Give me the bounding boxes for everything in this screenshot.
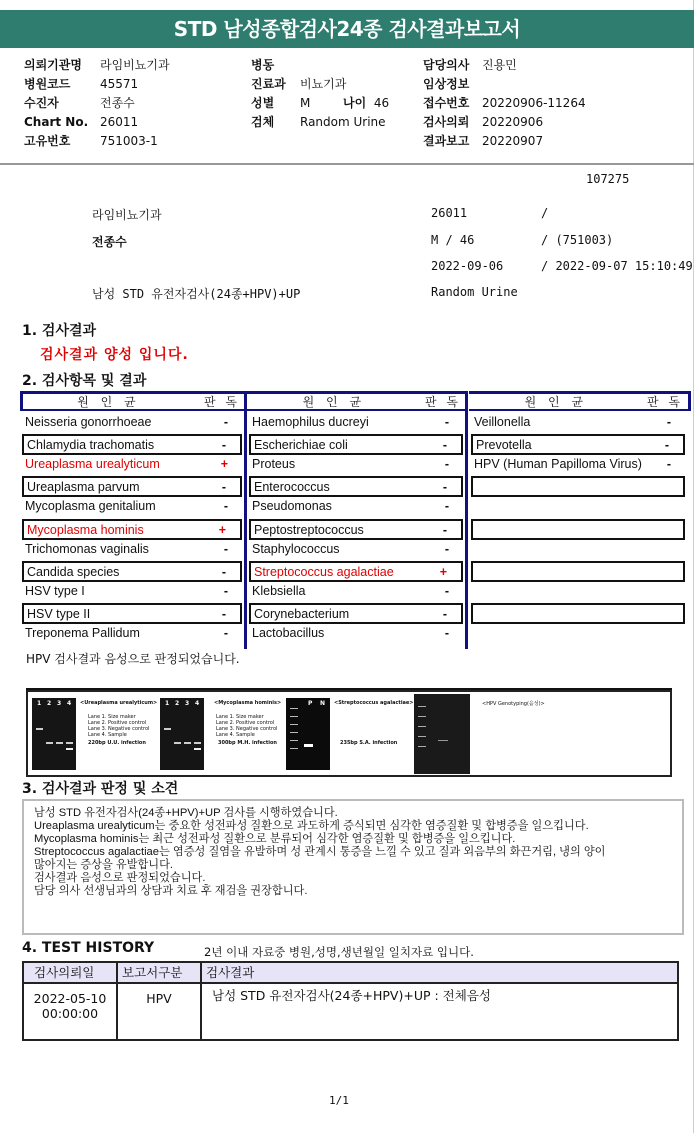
result-sign: - — [444, 415, 449, 429]
result-row — [249, 582, 463, 603]
result-sign: - — [444, 626, 449, 640]
result-row — [249, 561, 463, 582]
organism-name: Corynebacterium — [254, 606, 350, 621]
gel-band — [290, 732, 298, 733]
header-value-c3-4: 20220907 — [482, 134, 544, 148]
result-row — [249, 519, 463, 540]
column-header-organism: 원 인 균 — [77, 395, 140, 409]
result-row — [471, 582, 685, 603]
organism-name: Streptococcus agalactiae — [254, 564, 394, 579]
result-sign: - — [444, 457, 449, 472]
result-row — [22, 624, 242, 645]
column-divider-2 — [465, 391, 468, 649]
result-sign: - — [666, 415, 671, 429]
gel-band — [66, 742, 73, 744]
summary-idno: / (751003) — [541, 233, 614, 247]
age-field: 나이 46 — [343, 96, 390, 110]
header-value-c2-2: M — [300, 96, 311, 110]
result-row — [471, 413, 685, 434]
result-row — [22, 476, 242, 497]
header-value-c1-0: 라임비뇨기과 — [100, 58, 170, 72]
gel-band — [46, 742, 53, 744]
gel-band — [418, 736, 426, 737]
result-row — [249, 603, 463, 624]
gel-band — [290, 708, 298, 709]
header-divider — [0, 163, 694, 165]
organism-name: Enterococcus — [254, 480, 330, 495]
summary-rep-date: / 2022-09-07 15:10:49 — [541, 259, 693, 273]
interpretation-line: 많아지는 증상을 유발합니다. — [34, 859, 174, 871]
summary-chart: 26011 — [431, 206, 468, 220]
header-label-c1-4: 고유번호 — [24, 134, 71, 148]
result-sign: - — [223, 499, 228, 514]
summary-sex-age: M / 46 — [431, 233, 475, 247]
result-row — [249, 413, 463, 434]
organism-name: Trichomonas vaginalis — [25, 541, 149, 556]
history-header-row — [24, 963, 677, 984]
gel-legend-line: Lane 3. Negative control — [88, 726, 150, 732]
gel-legend-line: Lane 3. Negative control — [216, 726, 278, 732]
gel-pn-label: P — [308, 700, 313, 707]
organism-name: Peptostreptococcus — [254, 522, 364, 537]
header-label-c3-0: 담당의사 — [423, 58, 470, 72]
history-col-type: 보고서구분 — [118, 963, 202, 982]
organism-name: Staphylococcus — [252, 541, 340, 556]
gel-lane-label: 3 — [185, 700, 190, 707]
header-label-c3-3: 검사의뢰 — [423, 115, 470, 129]
column-divider-1 — [244, 391, 247, 649]
gel-lane-label: 2 — [47, 700, 52, 707]
header-value-c3-2: 20220906-11264 — [482, 96, 586, 110]
summary-slash: / — [541, 206, 549, 220]
header-value-c3-0: 진용민 — [482, 58, 517, 72]
organism-name: Prevotella — [476, 438, 532, 453]
header-label-c1-1: 병원코드 — [24, 77, 71, 91]
organism-name: Pseudomonas — [252, 499, 332, 514]
gel-band — [418, 746, 426, 747]
result-sign: - — [444, 541, 449, 556]
column-header-1 — [20, 391, 246, 411]
gel-lane-label: 3 — [57, 700, 62, 707]
gel-panel-3-title: <Streptococcus agalactiae> — [334, 700, 414, 706]
column-header-3 — [469, 391, 689, 411]
gel-legend-line: Lane 2. Positive control — [88, 720, 147, 726]
summary-req-date: 2022-09-06 — [431, 259, 504, 273]
result-row — [22, 540, 242, 561]
gel-band — [418, 716, 426, 717]
result-row — [22, 413, 242, 434]
result-row — [22, 497, 242, 518]
result-sign: - — [223, 626, 228, 640]
gel-panel-4-title: <HPV Genotyping(음성)> — [482, 701, 545, 707]
result-row — [249, 497, 463, 518]
column-header-2 — [247, 391, 467, 411]
gel-band — [56, 742, 63, 744]
summary-specimen: Random Urine — [431, 285, 518, 299]
organism-name: HSV type II — [27, 606, 91, 621]
interpretation-line: 검사결과 음성으로 판정되었습니다. — [34, 872, 206, 884]
header-label-c1-2: 수진자 — [24, 96, 59, 110]
gel-panel-1-band: 220bp U.U. infection — [88, 740, 146, 746]
gel-band — [418, 706, 426, 707]
history-result: 남성 STD 유전자검사(24종+HPV)+UP : 전체음성 — [212, 988, 491, 1003]
history-col-date: 검사의뢰일 — [24, 963, 118, 982]
interpretation-line: Ureaplasma urealyticum는 중요한 성전파성 질환으로 과도하게 증식되면 심각한 염증질환 및 합병증을 일으킵니다. — [34, 820, 589, 832]
result-sign: - — [442, 522, 447, 537]
section-3-title: 3. 검사결과 판정 및 소견 — [22, 781, 179, 797]
result-sign: + — [218, 522, 226, 537]
gel-electrophoresis-image — [26, 690, 672, 777]
result-row — [471, 540, 685, 561]
summary-patient: 전종수 — [92, 235, 127, 249]
organism-name: Escherichiae coli — [254, 438, 348, 453]
column-divider-left — [20, 391, 23, 411]
gel-band — [290, 724, 298, 725]
header-value-c3-3: 20220906 — [482, 115, 544, 129]
gel-legend-line: Lane 1. Size maker — [216, 714, 264, 720]
header-value-c1-2: 전종수 — [100, 96, 135, 110]
gel-lane-label: 1 — [165, 700, 170, 707]
gel-lane-label: 4 — [195, 700, 200, 707]
header-label-c1-0: 의뢰기관명 — [24, 58, 82, 72]
interpretation-line: Mycoplasma hominis는 최근 성전파성 질환으로 분류되어 심각한 염증질환 및 합병증을 일으킵니다. — [34, 833, 516, 845]
result-row — [22, 455, 242, 476]
gel-panel-2-band: 300bp M.H. infection — [218, 740, 277, 746]
gel-lane-label: 2 — [175, 700, 180, 707]
organism-name: Ureaplasma urealyticum — [25, 457, 160, 472]
history-col-result: 검사결과 — [206, 965, 255, 980]
header-label-c2-1: 진료과 — [251, 77, 286, 91]
organism-name: HPV (Human Papilloma Virus) — [474, 457, 642, 472]
gel-pn-label: N — [320, 700, 326, 707]
gel-band — [194, 748, 201, 750]
result-row — [471, 561, 685, 582]
result-row — [471, 455, 685, 476]
header-value-c2-1: 비뇨기과 — [300, 77, 347, 91]
section-4-title: 4. TEST HISTORY — [22, 940, 155, 956]
result-sign: + — [220, 457, 228, 472]
header-label-c1-3: Chart No. — [24, 115, 89, 129]
column-header-judge: 판 독 — [204, 395, 240, 409]
organism-name: Mycoplasma genitalium — [25, 499, 156, 514]
gel-panel-2 — [160, 698, 204, 770]
gel-legend-line: Lane 2. Positive control — [216, 720, 275, 726]
header-label-c2-2: 성별 — [251, 96, 275, 110]
header-label-c3-4: 결과보고 — [423, 134, 470, 148]
history-note: 2년 이내 자료중 병원,성명,생년월일 일치자료 입니다. — [204, 945, 474, 959]
result-sign: - — [666, 457, 671, 472]
organism-name: Proteus — [252, 457, 296, 472]
column-header-organism: 원 인 균 — [524, 395, 588, 409]
history-time: 00:00:00 — [41, 1006, 99, 1021]
gel-band — [164, 728, 171, 730]
gel-band — [290, 748, 298, 749]
section-2-title: 2. 검사항목 및 결과 — [22, 373, 147, 389]
result-sign: - — [223, 583, 228, 598]
result-row — [471, 603, 685, 624]
organism-name: Mycoplasma hominis — [27, 522, 144, 537]
gel-band — [290, 716, 298, 717]
organism-name: Treponema Pallidum — [25, 626, 140, 640]
gel-band — [194, 742, 201, 744]
header-label-c3-2: 접수번호 — [423, 96, 470, 110]
gel-panel-1-title: <Ureaplasma urealyticum> — [80, 700, 158, 706]
summary-code: 107275 — [586, 172, 630, 186]
page-number: 1/1 — [329, 1094, 349, 1107]
interpretation-box — [22, 799, 684, 935]
gel-band — [304, 744, 313, 747]
result-row — [249, 455, 463, 476]
result-row — [249, 624, 463, 645]
organism-name: Veillonella — [474, 415, 531, 429]
gel-panel-2-title: <Mycoplasma hominis> — [214, 700, 282, 706]
history-date: 2022-05-10 — [33, 991, 107, 1006]
result-row — [22, 582, 242, 603]
organism-name: Ureaplasma parvum — [27, 480, 140, 495]
gel-panel-3-band: 235bp S.A. infection — [340, 740, 398, 746]
result-sign: - — [664, 438, 669, 453]
result-row — [22, 519, 242, 540]
result-sign: - — [223, 541, 228, 556]
gel-band — [418, 726, 426, 727]
organism-name: Lactobacillus — [252, 626, 325, 640]
history-row — [24, 984, 677, 1039]
organism-name: Klebsiella — [252, 583, 306, 598]
gel-legend-line: Lane 4. Sample — [88, 732, 127, 738]
organism-name: Candida species — [27, 564, 120, 579]
interpretation-line: Streptococcus agalactiae는 염증성 질염을 유발하며 성 관계시 통증을 느낄 수 있고 질과 외음부의 화끈거림, 냉의 양이 — [34, 846, 606, 858]
history-date-cell — [24, 984, 118, 1039]
result-row — [22, 561, 242, 582]
gel-lane-label: 1 — [37, 700, 42, 707]
column-header-organism: 원 인 균 — [302, 395, 366, 409]
overall-result: 검사결과 양성 입니다. — [40, 347, 189, 363]
organism-name: Neisseria gonorrhoeae — [25, 415, 152, 429]
gel-band — [438, 740, 448, 741]
result-row — [471, 519, 685, 540]
result-row — [471, 497, 685, 518]
result-sign: - — [442, 606, 447, 621]
result-sign: - — [444, 499, 449, 514]
organism-name: Chlamydia trachomatis — [27, 438, 155, 453]
organism-name: HSV type I — [25, 583, 85, 598]
gel-legend-line: Lane 4. Sample — [216, 732, 255, 738]
gel-band — [174, 742, 181, 744]
result-sign: + — [439, 564, 447, 579]
result-sign: - — [221, 564, 226, 579]
history-table — [22, 961, 679, 1041]
column-divider-right — [688, 391, 691, 411]
result-sign: - — [442, 438, 447, 453]
interpretation-line: 담당 의사 선생님과의 상담과 치료 후 재검을 권장합니다. — [34, 885, 308, 897]
gel-legend-line: Lane 1. Size maker — [88, 714, 136, 720]
result-sign: - — [223, 415, 228, 429]
header-label-c3-1: 임상정보 — [423, 77, 470, 91]
organism-name: Haemophilus ducreyi — [252, 415, 369, 429]
result-sign: - — [221, 480, 226, 495]
header-value-c1-4: 751003-1 — [100, 134, 158, 148]
result-sign: - — [221, 438, 226, 453]
result-row — [249, 476, 463, 497]
gel-panel-1 — [32, 698, 76, 770]
header-value-c1-3: 26011 — [100, 115, 139, 129]
header-label-c2-3: 검체 — [251, 115, 275, 129]
section-1-title: 1. 검사결과 — [22, 323, 97, 339]
result-row — [471, 624, 685, 645]
summary-test: 남성 STD 유전자검사(24종+HPV)+UP — [92, 287, 301, 301]
gel-band — [184, 742, 191, 744]
column-header-judge: 판 독 — [425, 395, 461, 409]
gel-band — [290, 740, 298, 741]
result-sign: - — [444, 583, 449, 598]
result-row — [471, 476, 685, 497]
result-row — [249, 540, 463, 561]
interpretation-line: 남성 STD 유전자검사(24종+HPV)+UP 검사를 시행하였습니다. — [34, 807, 338, 819]
result-sign: - — [221, 606, 226, 621]
result-row — [22, 434, 242, 455]
history-type: HPV — [118, 984, 202, 1039]
hpv-note: HPV 검사결과 음성으로 판정되었습니다. — [26, 652, 240, 666]
result-row — [471, 434, 685, 455]
header-label-c2-0: 병동 — [251, 58, 275, 72]
gel-lane-label: 4 — [67, 700, 72, 707]
result-sign: - — [442, 480, 447, 495]
result-row — [249, 434, 463, 455]
report-title: STD 남성종합검사24종 검사결과보고서 — [0, 10, 694, 48]
header-value-c2-3: Random Urine — [300, 115, 386, 129]
header-value-c1-1: 45571 — [100, 77, 139, 91]
gel-band — [66, 748, 73, 750]
result-row — [22, 603, 242, 624]
summary-hospital: 라임비뇨기과 — [92, 208, 162, 222]
column-header-judge: 판 독 — [647, 395, 683, 409]
gel-band — [36, 728, 43, 730]
